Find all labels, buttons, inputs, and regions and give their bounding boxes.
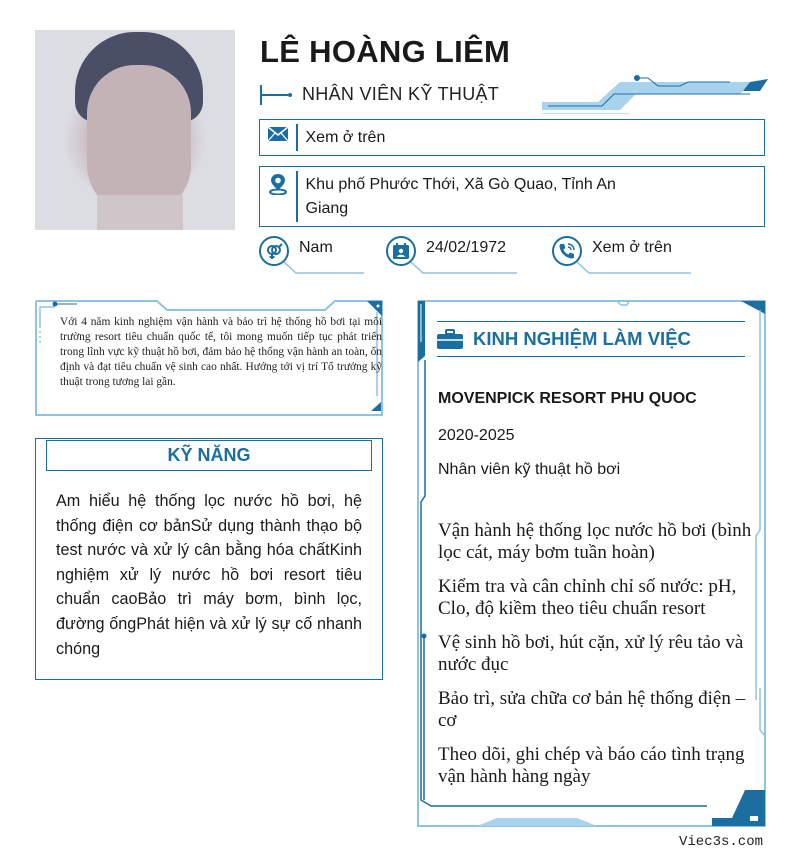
map-pin-icon — [260, 167, 296, 195]
duty-item: Kiểm tra và cân chỉnh chỉ số nước: pH, Clo, độ kiềm theo tiêu chuẩn resort — [438, 576, 737, 619]
candidate-name: LÊ HOÀNG LIÊM — [260, 34, 511, 69]
email-field — [259, 119, 765, 156]
address-field — [259, 166, 765, 227]
gender-underline — [284, 262, 364, 276]
duty-item: Vệ sinh hồ bơi, hút cặn, xử lý rêu tảo và nước đục — [438, 632, 744, 675]
duty-item: Bảo trì, sửa chữa cơ bản hệ thống điện – cơ — [438, 688, 746, 731]
job-title: NHÂN VIÊN KỸ THUẬT — [302, 84, 500, 104]
briefcase-icon — [437, 329, 463, 349]
watermark: Viec3s.com — [678, 834, 763, 850]
address-value: Khu phố Phước Thới, Xã Gò Quao, Tỉnh An Giang — [305, 176, 616, 217]
duties-list — [438, 520, 756, 800]
skills-heading: KỸ NĂNG — [46, 440, 372, 471]
job-title-row — [260, 84, 499, 105]
work-role: Nhân viên kỹ thuật hồ bơi — [438, 461, 621, 478]
photo-neck — [97, 195, 183, 230]
work-period: 2020-2025 — [438, 427, 515, 444]
experience-heading — [437, 321, 745, 357]
birthdate-underline — [411, 262, 517, 276]
envelope-icon — [260, 120, 296, 142]
career-objective-section — [35, 300, 383, 416]
phone-underline — [577, 262, 691, 276]
email-value: Xem ở trên — [305, 129, 386, 146]
birthdate-value: 24/02/1972 — [426, 239, 507, 256]
experience-section — [417, 300, 767, 828]
circuit-decoration-icon — [540, 72, 772, 114]
title-marker-icon — [260, 85, 292, 105]
photo-face — [87, 65, 191, 215]
duty-item: Theo dõi, ghi chép và báo cáo tình trạng vận hành hàng ngày — [438, 744, 745, 787]
company-name: MOVENPICK RESORT PHU QUOC — [438, 390, 697, 407]
profile-photo — [35, 30, 235, 230]
summary-text: Với 4 năm kinh nghiệm vận hành và bảo trì hệ thống hồ bơi tại môi trường resort tiêu chuẩn quốc tế, tôi mong muốn tiếp tục phát triển trong lĩnh vực kỹ thuật hồ bơi, đảm bảo hệ thống vận hành an toàn, ổn định và đạt tiêu chuẩn vệ sinh cao nhất. Hướng tới vị trí Tổ trưởng kỹ thuật trong tương lai gần. — [60, 316, 382, 388]
phone-value: Xem ở trên — [592, 239, 672, 256]
duty-item: Vận hành hệ thống lọc nước hồ bơi (bình lọc cát, máy bơm tuần hoàn) — [438, 520, 752, 563]
skills-section — [35, 438, 383, 680]
gender-value: Nam — [299, 239, 333, 256]
skills-text: Am hiểu hệ thống lọc nước hồ bơi, hệ thống điện cơ bảnSử dụng thành thạo bộ test nước và xử lý cân bằng hóa chấtKinh nghiệm xử lý nước hồ bơi resort tiêu chuẩn caoBảo trì máy bơm, bình lọc, đường ốngPhát hiện và xử lý sự cố nhanh chóng — [56, 492, 362, 658]
experience-heading-text: KINH NGHIỆM LÀM VIỆC — [473, 328, 691, 349]
